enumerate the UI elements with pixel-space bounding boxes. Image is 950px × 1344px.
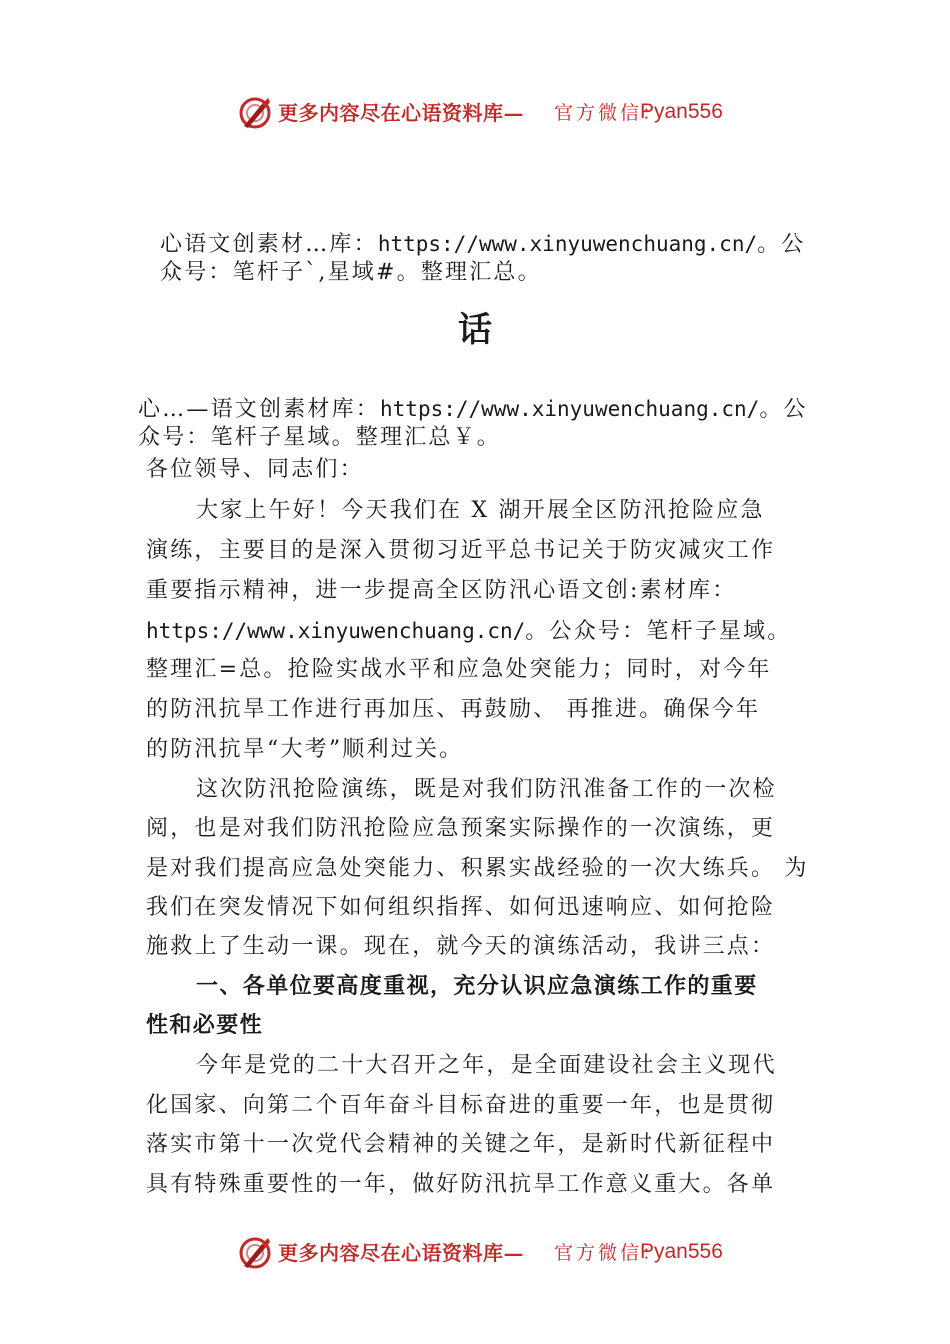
paragraph-2-line: 这次防汛抢险演练，既是对我们防汛准备工作的一次检 <box>196 777 777 802</box>
intro-note-2-line-1 <box>138 395 808 424</box>
banner-wechat-id: Pyan556 <box>640 100 723 123</box>
paragraph-3-line: 今年是党的二十大召开之年，是全面建设社会主义现代 <box>196 1053 777 1078</box>
paragraph-1-line <box>146 617 792 646</box>
intro-note-2-url: https://www.xinyuwenchuang.cn/ <box>380 397 760 421</box>
banner-wechat-id: Pyan556 <box>640 1240 723 1263</box>
header-banner <box>0 93 950 133</box>
paragraph-2-line: 是对我们提高应急处突能力、积累实战经验的一次大练兵。 为 <box>146 856 809 881</box>
intro-note-1-text: 心语文创素材…库： <box>160 232 378 257</box>
paragraph-1-url-tail: 。公众号：笔杆子星域。 <box>525 619 792 644</box>
intro-note-1-line-2: 众号：笔杆子`,星域#。整理汇总。 <box>160 260 542 285</box>
intro-note-1-line-1 <box>160 230 806 259</box>
intro-note-1-tail: 。公 <box>757 232 806 257</box>
banner-wechat-label: 官方微信： <box>554 102 665 124</box>
paragraph-1-line: 演练，主要目的是深入贯彻习近平总书记关于防灾减灾工作 <box>146 538 776 563</box>
intro-note-2-tail: 。公 <box>759 397 808 422</box>
pen-logo-icon <box>238 96 272 130</box>
footer-banner <box>0 1233 950 1273</box>
pen-logo-icon <box>238 1236 272 1270</box>
paragraph-1-line: 整理汇=总。抢险实战水平和应急处突能力；同时，对今年 <box>146 657 772 682</box>
intro-note-1-url: https://www.xinyuwenchuang.cn/ <box>377 232 758 256</box>
paragraph-2-line: 施救上了生动一课。现在，就今天的演练活动，我讲三点： <box>146 934 776 959</box>
intro-note-2-text: 心…—语文创素材库： <box>138 397 381 422</box>
paragraph-2-line: 阅，也是对我们防汛抢险应急预案实际操作的一次演练，更 <box>146 816 776 841</box>
paragraph-1-line: 的防汛抗旱工作进行再加压、再鼓励、 再推进。确保今年 <box>146 697 761 722</box>
paragraph-1-line: 重要指示精神，进一步提高全区防汛心语文创:素材库： <box>146 578 737 603</box>
banner-site-text: 更多内容尽在心语资料库— <box>278 1241 524 1265</box>
section-heading-1: 性和必要性 <box>146 1013 264 1038</box>
banner-wechat-label: 官方微信： <box>554 1242 665 1264</box>
paragraph-1-line: 大家上午好！今天我们在 X 湖开展全区防汛抢险应急 <box>196 498 765 523</box>
salutation: 各位领导、同志们： <box>146 457 364 482</box>
intro-note-2-line-2: 众号：笔杆子星域。整理汇总￥。 <box>138 425 502 450</box>
section-heading-1: 一、各单位要高度重视，充分认识应急演练工作的重要 <box>196 974 758 999</box>
paragraph-3-line: 化国家、向第二个百年奋斗目标奋进的重要一年，也是贯彻 <box>146 1093 776 1118</box>
paragraph-1-url: https://www.xinyuwenchuang.cn/ <box>146 619 526 643</box>
paragraph-3-line: 具有特殊重要性的一年，做好防汛抗旱工作意义重大。各单 <box>146 1172 776 1197</box>
document-title: 话 <box>458 310 492 350</box>
banner-site-text: 更多内容尽在心语资料库— <box>278 101 524 125</box>
paragraph-1-line: 的防汛抗旱“大考”顺利过关。 <box>146 737 464 762</box>
paragraph-3-line: 落实市第十一次党代会精神的关键之年，是新时代新征程中 <box>146 1132 776 1157</box>
paragraph-2-line: 我们在突发情况下如何组织指挥、如何迅速响应、如何抢险 <box>146 895 776 920</box>
